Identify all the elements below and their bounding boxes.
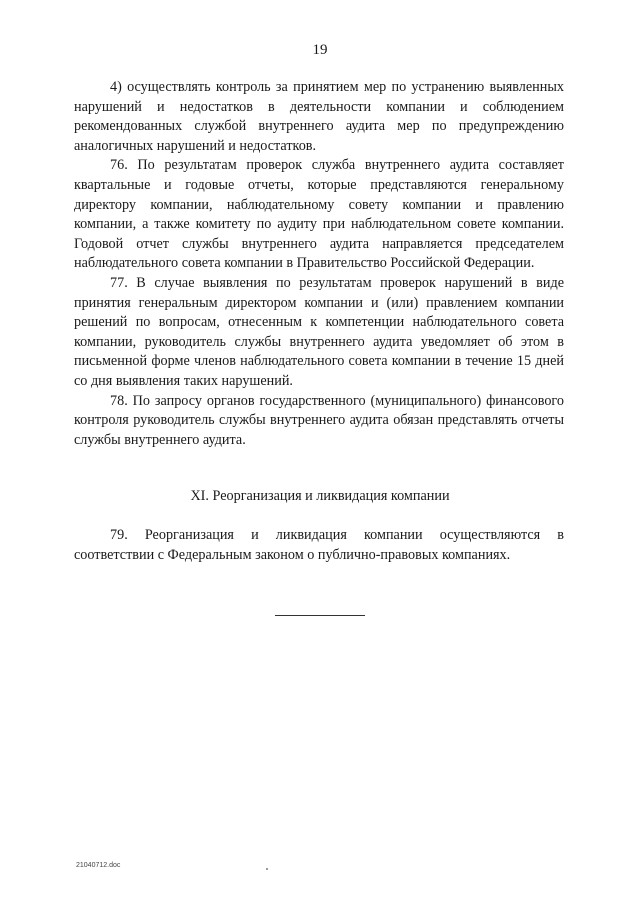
page-number: 19	[312, 42, 328, 58]
section-heading: XI. Реорганизация и ликвидация компании	[190, 488, 450, 504]
footer-file-label: 21040712.doc	[76, 862, 121, 869]
document-body	[74, 78, 564, 450]
paragraph-79: 79. Реорганизация и ликвидация компании осуществляются в соответствии с Федеральным законом о публично-правовых компаниях.	[74, 527, 564, 563]
paragraph-78: 78. По запросу органов государственного (муниципального) финансового контроля руководитель службы внутреннего аудита обязан представлять отчеты службы внутреннего аудита.	[74, 392, 564, 448]
paragraph-76: 76. По результатам проверок служба внутреннего аудита составляет квартальные и годовые отчеты, которые представляются генеральному директору компании, наблюдательному совету компании и правлению компании, а также комитету по аудиту при наблюдательном совете компании. Годовой отчет службы внутреннего аудита направляется председателем наблюдательного совета компании в Правительство Российской Федерации.	[74, 157, 564, 272]
end-divider	[275, 615, 365, 616]
scan-speck	[266, 868, 268, 870]
paragraph-item-4: 4) осуществлять контроль за принятием мер по устранению выявленных нарушений и недостатков в деятельности компании и соблюдением рекомендованных службой внутреннего аудита мер по предупреждению аналогичных нарушений и недостатков.	[74, 79, 564, 154]
paragraph-77: 77. В случае выявления по результатам проверок нарушений в виде принятия генеральным директором компании и (или) правлением компании решений по вопросам, отнесенным к компетенции наблюдательного совета компании, руководитель службы внутреннего аудита уведомляет об этом в письменной форме членов наблюдательного совета компании в течение 15 дней со дня выявления таких нарушений.	[74, 274, 564, 389]
